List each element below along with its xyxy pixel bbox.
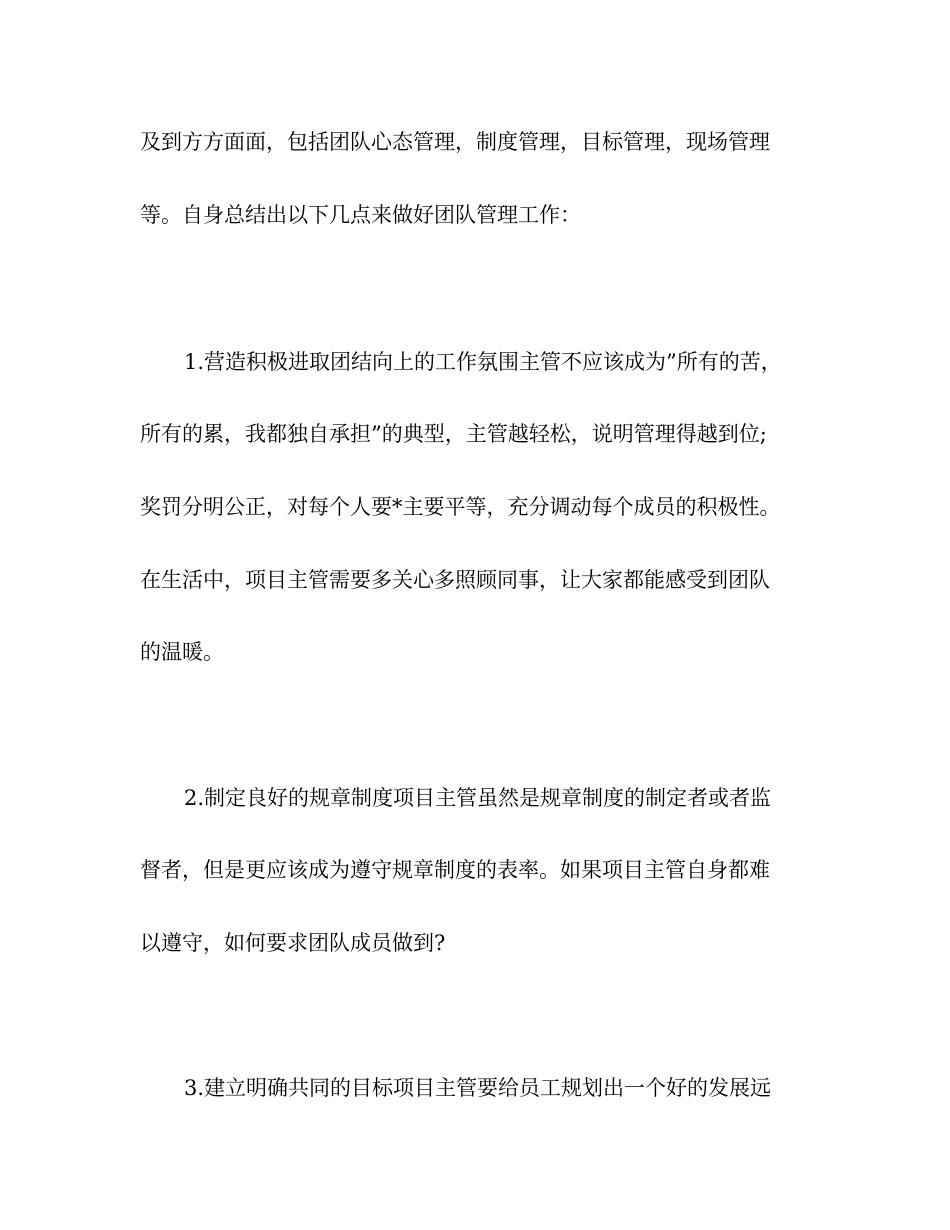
paragraph-line: 及到方方面面，包括团队心态管理，制度管理，目标管理，现场管理 [140, 130, 770, 154]
paragraph-line: 1.营造积极进取团结向上的工作氛围主管不应该成为”所有的苦， [184, 350, 782, 374]
paragraph-line: 奖罚分明公正，对每个人要*主要平等，充分调动每个成员的积极性。 [140, 495, 781, 519]
paragraph-line: 2.制定良好的规章制度项目主管虽然是规章制度的制定者或者监 [184, 786, 772, 810]
paragraph-line: 3.建立明确共同的目标项目主管要给员工规划出一个好的发展远 [184, 1076, 772, 1100]
paragraph-line: 以遵守，如何要求团队成员做到? [140, 931, 446, 955]
paragraph-line: 在生活中，项目主管需要多关心多照顾同事，让大家都能感受到团队 [140, 568, 770, 592]
paragraph-line: 所有的累，我都独自承担”的典型，主管越轻松，说明管理得越到位; [140, 422, 767, 446]
paragraph-line: 的温暖。 [140, 640, 224, 664]
paragraph-line: 督者，但是更应该成为遵守规章制度的表率。如果项目主管自身都难 [140, 858, 770, 882]
paragraph-line: 等。自身总结出以下几点来做好团队管理工作： [140, 203, 581, 227]
